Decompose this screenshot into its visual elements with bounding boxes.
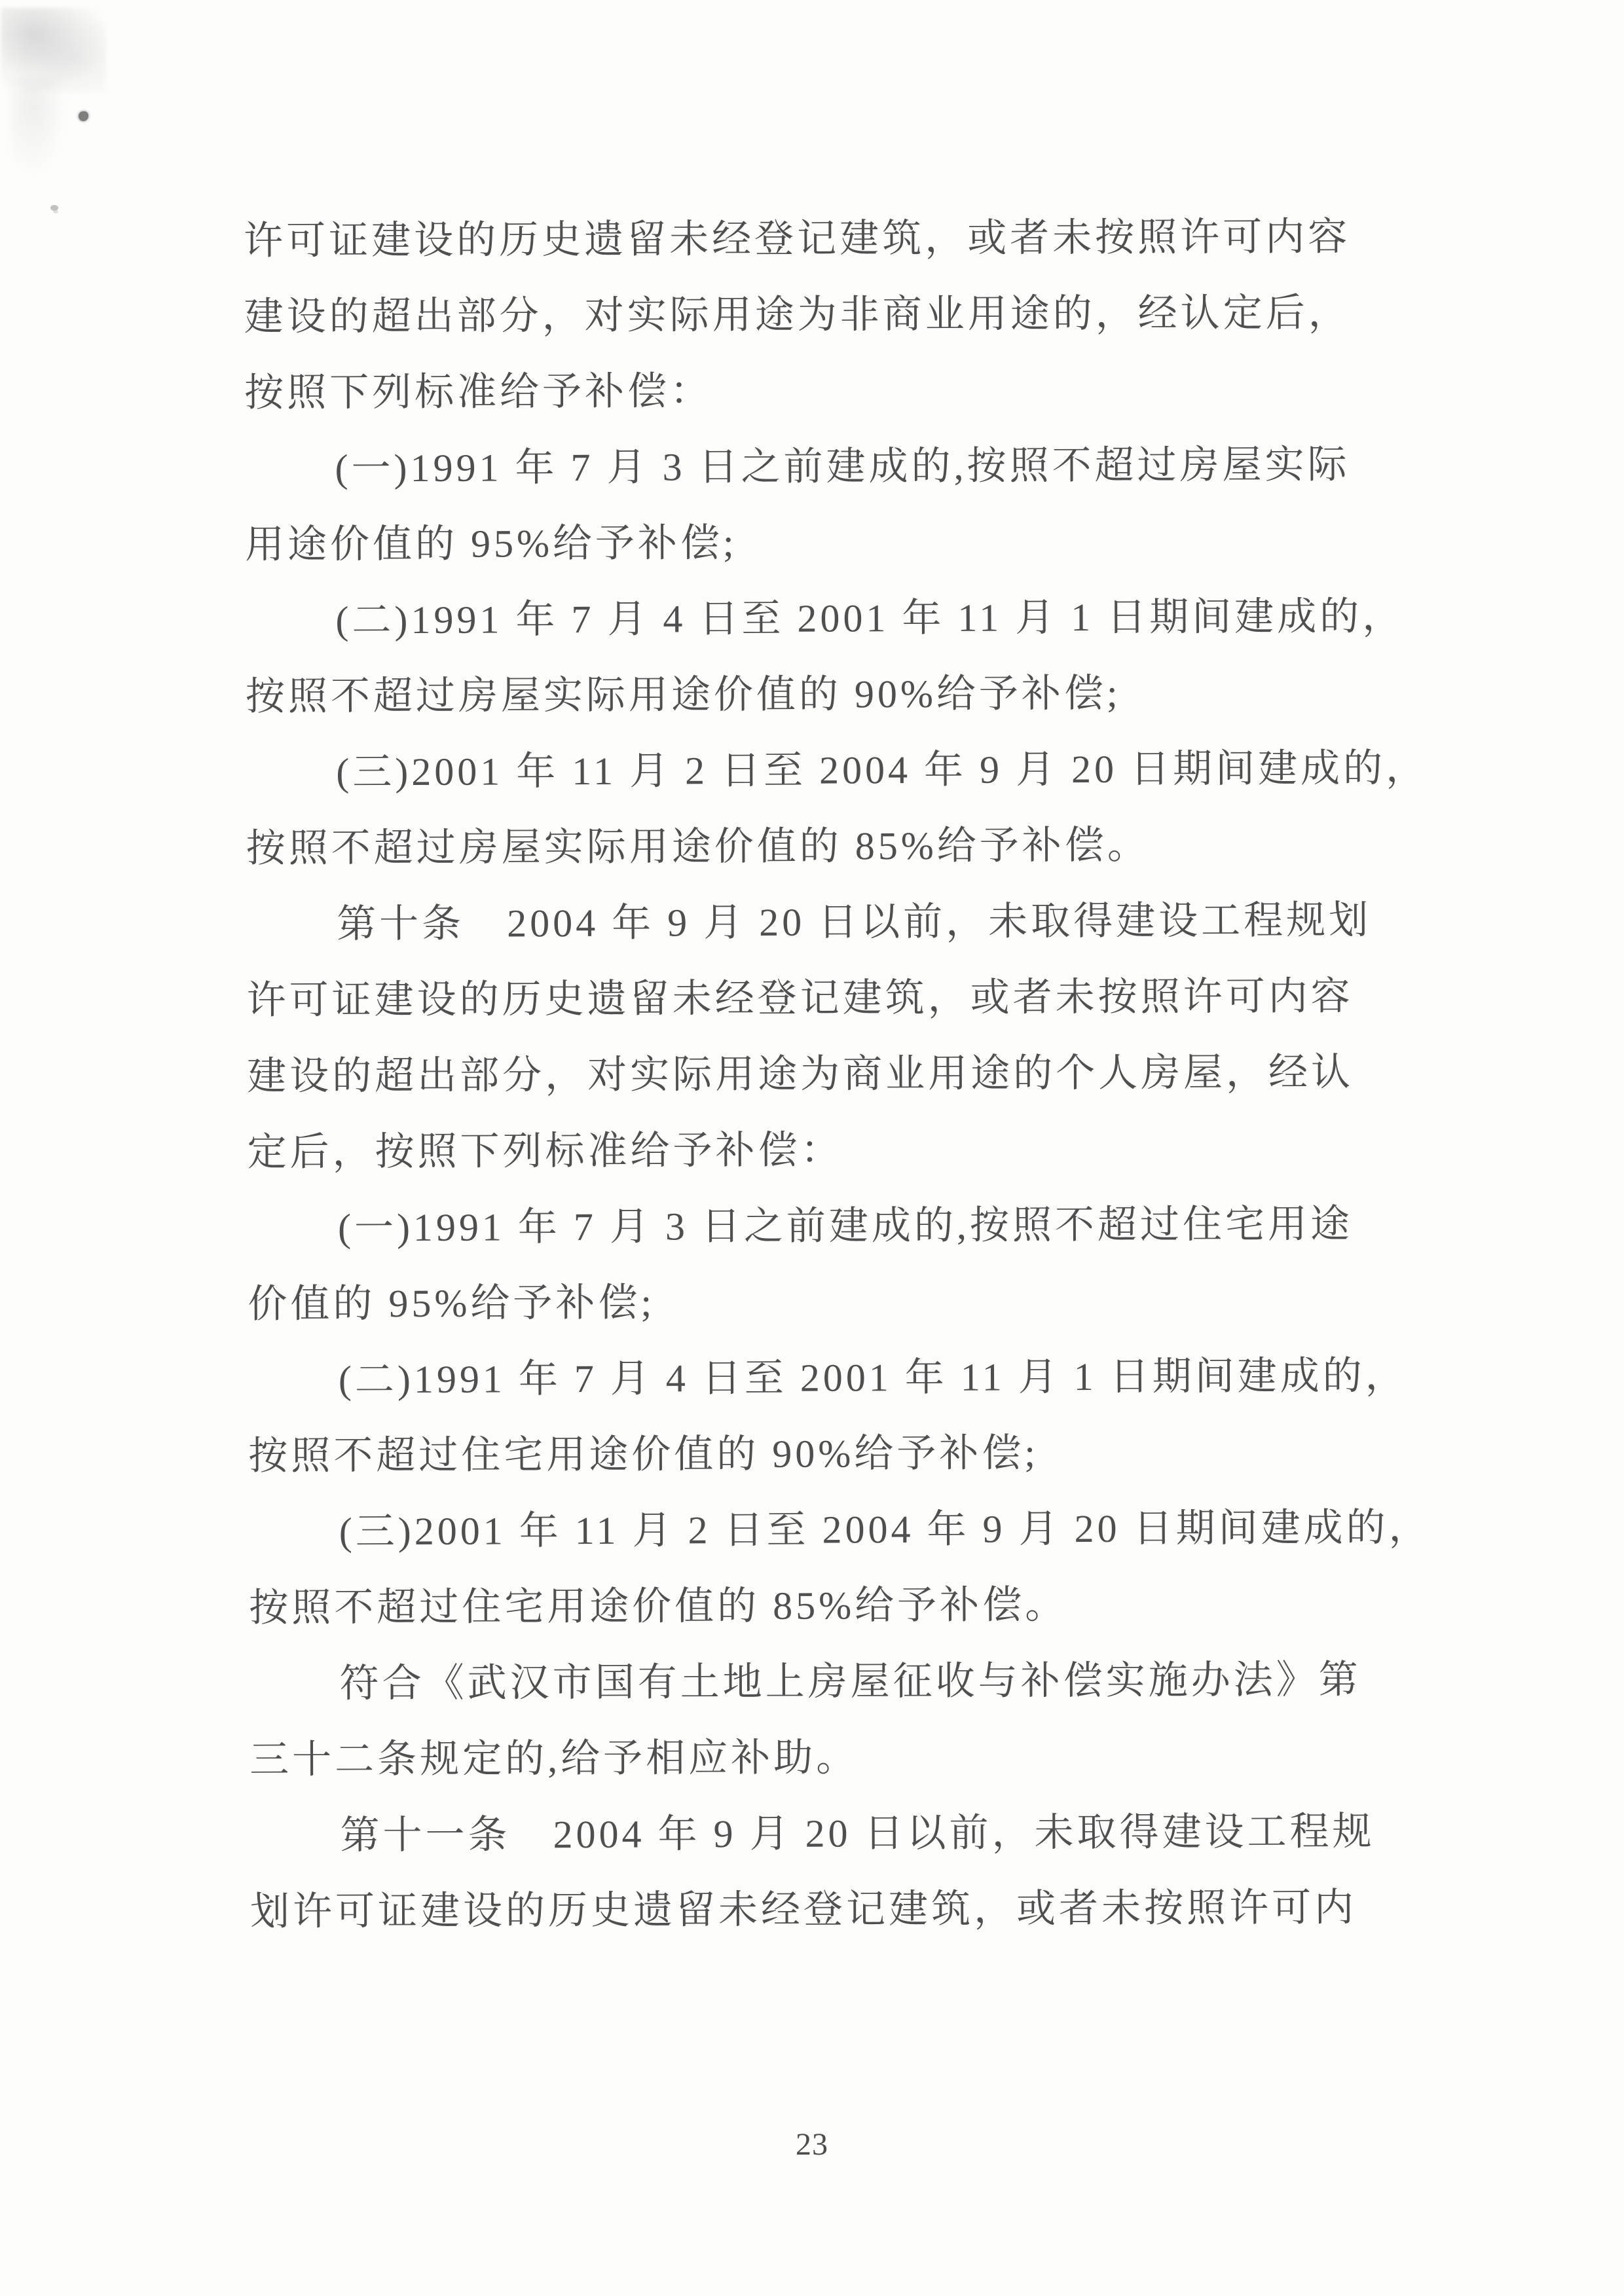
- text-line: 建设的超出部分，对实际用途为商业用途的个人房屋，经认: [246, 1050, 1354, 1098]
- text-line: 符合《武汉市国有土地上房屋征收与补偿实施办法》第: [339, 1658, 1361, 1705]
- text-line: 三十二条规定的,给予相应补助。: [249, 1736, 859, 1781]
- text-line: (二)1991 年 7 月 4 日至 2001 年 11 月 1 日期间建成的，: [338, 1354, 1408, 1402]
- text-line: 用途价值的 95%给予补偿;: [244, 521, 737, 566]
- text-line: (三)2001 年 11 月 2 日至 2004 年 9 月 20 日期间建成的，: [336, 746, 1429, 794]
- text-line: 按照不超过房屋实际用途价值的 90%给予补偿;: [245, 671, 1121, 718]
- text-line: 定后，按照下列标准给予补偿：: [247, 1128, 843, 1174]
- text-line: 建设的超出部分，对实际用途为非商业用途的，经认定后，: [244, 291, 1351, 338]
- text-line: 第十条 2004 年 9 月 20 日以前，未取得建设工程规划: [337, 898, 1372, 946]
- page-number: 23: [796, 2127, 828, 2162]
- ink-dot-artifact: [79, 111, 88, 121]
- text-line: (一)1991 年 7 月 3 日之前建成的,按照不超过住宅用途: [337, 1202, 1354, 1250]
- text-line: 第十一条 2004 年 9 月 20 日以前，未取得建设工程规: [340, 1810, 1375, 1857]
- document-lines: [244, 198, 1431, 1950]
- text-line: 按照不超过房屋实际用途价值的 85%给予补偿。: [246, 823, 1150, 870]
- text-line: 许可证建设的历史遗留未经登记建筑，或者未按照许可内容: [244, 215, 1351, 263]
- text-line: 按照下列标准给予补偿：: [244, 369, 713, 414]
- text-line: 按照不超过住宅用途价值的 85%给予补偿。: [249, 1583, 1068, 1630]
- text-line: 划许可证建设的历史遗留未经登记建筑，或者未按照许可内: [249, 1886, 1357, 1933]
- text-line: 许可证建设的历史遗留未经登记建筑，或者未按照许可内容: [246, 974, 1354, 1022]
- text-line: (二)1991 年 7 月 4 日至 2001 年 11 月 1 日期间建成的，: [335, 594, 1405, 642]
- text-line: (一)1991 年 7 月 3 日之前建成的,按照不超过房屋实际: [335, 443, 1350, 490]
- text-line: 按照不超过住宅用途价值的 90%给予补偿;: [248, 1431, 1039, 1478]
- text-line: (三)2001 年 11 月 2 日至 2004 年 9 月 20 日期间建成的，: [339, 1506, 1431, 1554]
- text-line: 价值的 95%给予补偿;: [248, 1281, 655, 1326]
- ink-speck-artifact: [50, 205, 58, 211]
- scan-smudge-tail-artifact: [9, 79, 68, 177]
